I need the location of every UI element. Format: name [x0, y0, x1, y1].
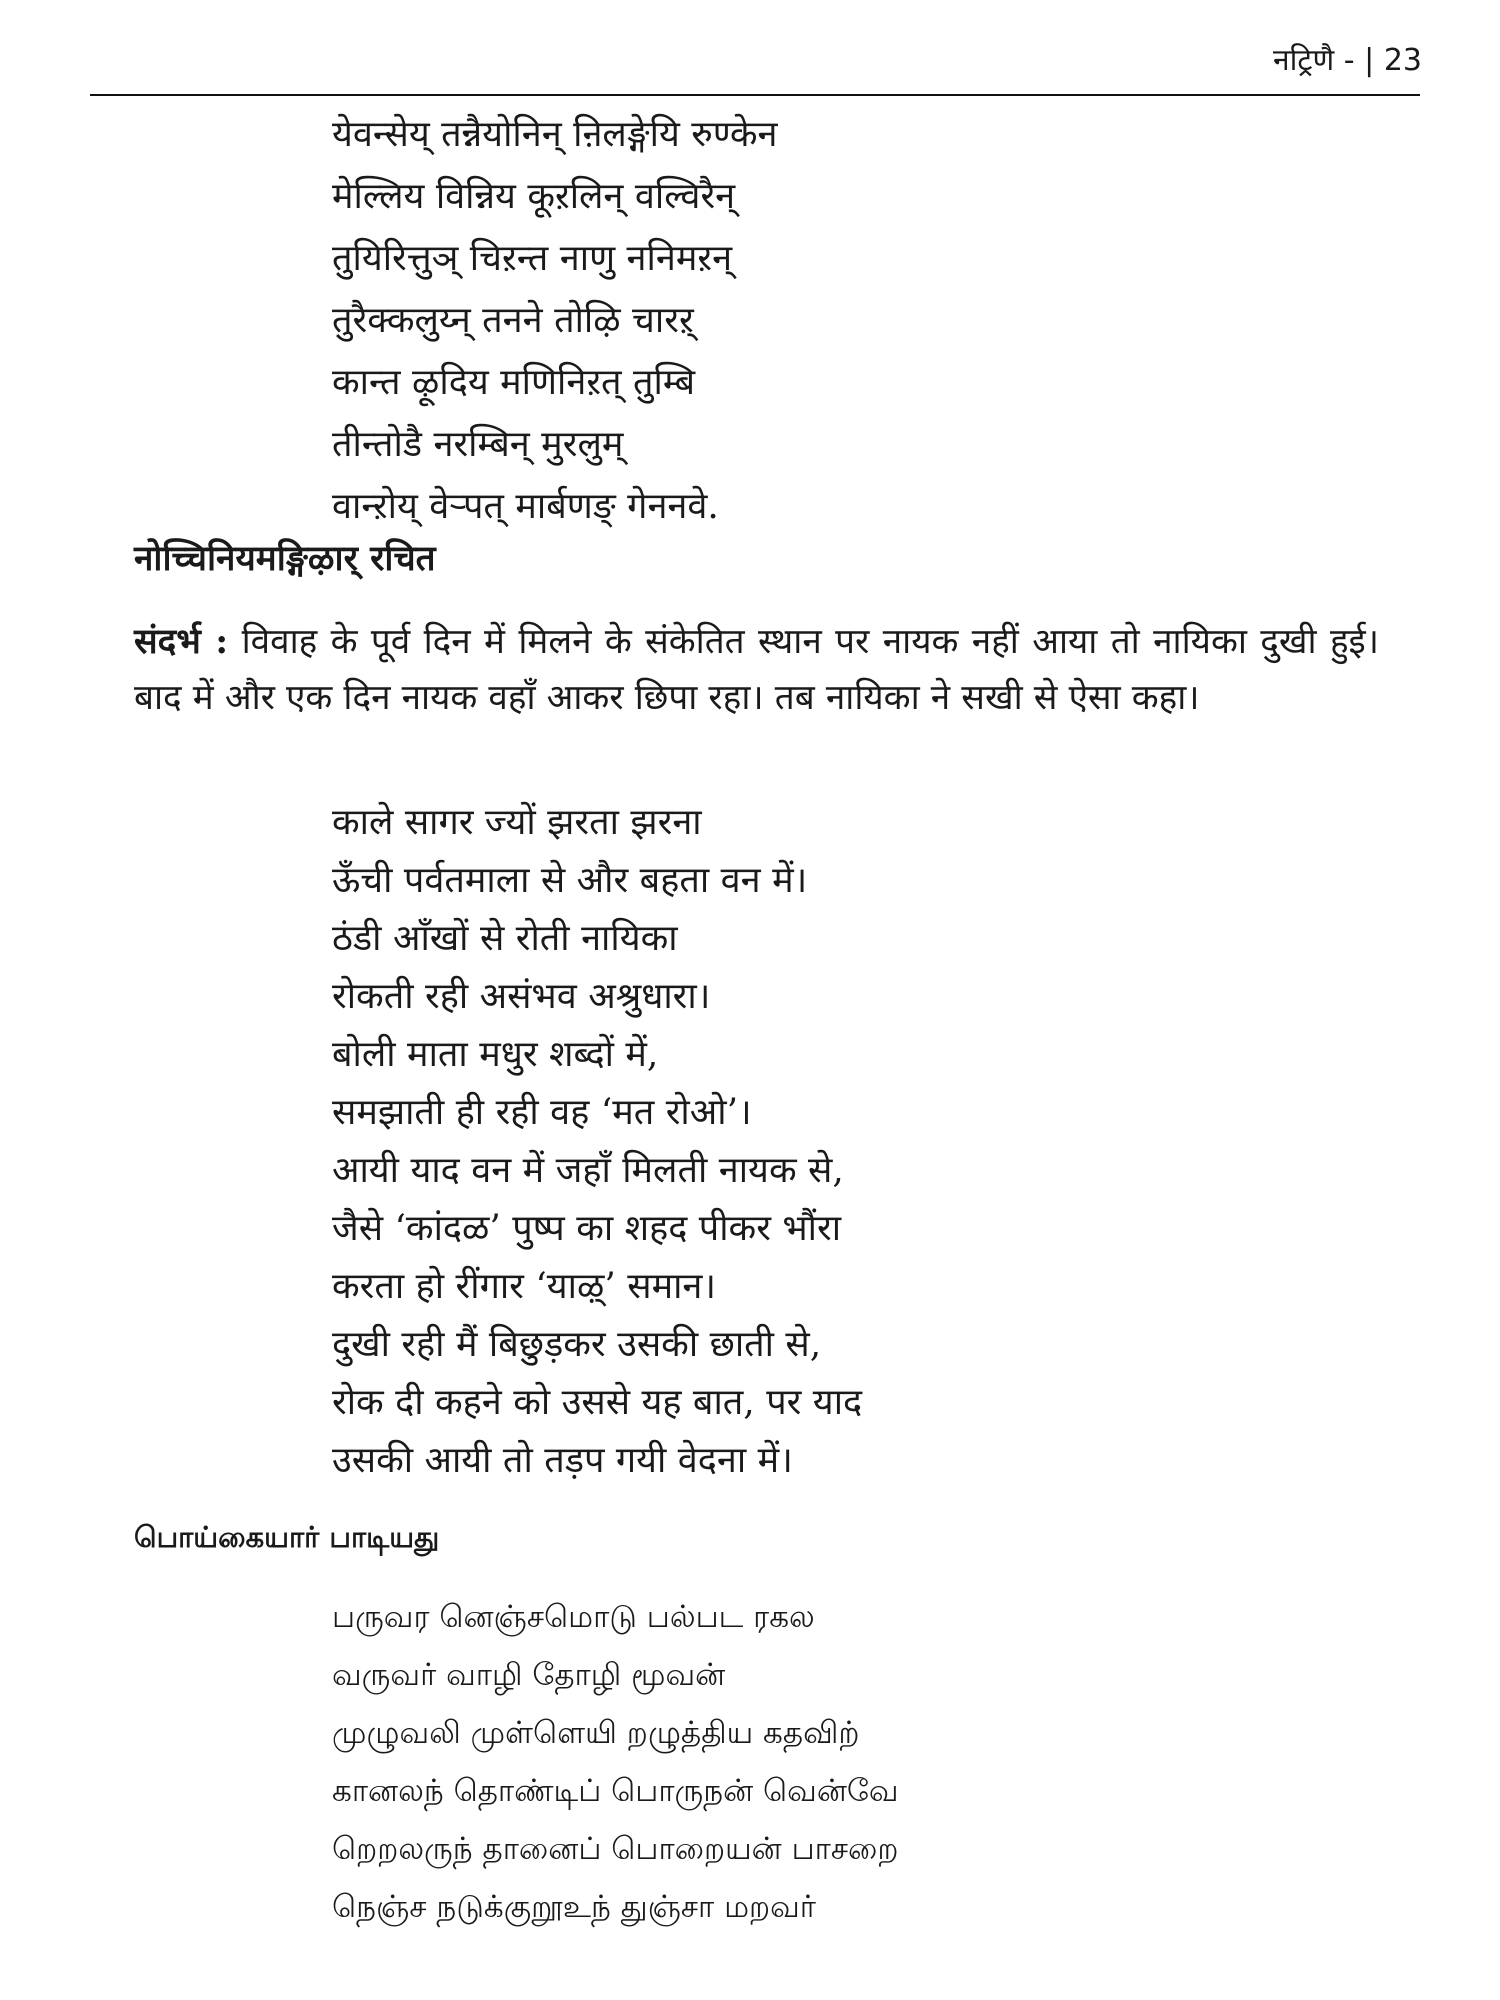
- verse-line: मेल्लिय विन्निय कूऱलिन् वल्विरैन्: [332, 176, 736, 217]
- verse-line: उसकी आयी तो तड़प गयी वेदना में।: [332, 1440, 793, 1481]
- verse-line: जैसे ‘कांदळ’ पुष्प का शहद पीकर भौंरा: [332, 1208, 842, 1249]
- poet-heading: नोच्चिनियमङ्गिऴार् रचित: [134, 538, 436, 579]
- running-title: नट्रिणै -: [1273, 43, 1355, 78]
- verse-line: றெறலருந் தானைப் பொறையன் பாசறை: [332, 1831, 899, 1867]
- context-label: संदर्भ :: [134, 621, 229, 662]
- page-number: 23: [1383, 43, 1422, 78]
- header-separator: |: [1364, 43, 1375, 78]
- verse-line: आयी याद वन में जहाँ मिलती नायक से,: [332, 1150, 844, 1191]
- context-text: विवाह के पूर्व दिन में मिलने के संकेतित स्थान पर नायक नहीं आया तो नायिका दुखी हुई। बाद में और एक दिन नायक वहाँ आकर छिपा रहा। तब नायिका ने सखी से ऐसा कहा।: [134, 622, 1379, 718]
- verse-line: तुयिरित्तुञ् चिऱन्त नाणु ननिमऱन्: [332, 238, 733, 279]
- verse-line: वान्ऱोय् वेऱ्पत् मार्बणङ् गेननवे.: [332, 486, 719, 527]
- verse-line: समझाती ही रही वह ‘मत रोओ’।: [332, 1092, 752, 1133]
- verse-line: काले सागर ज्यों झरता झरना: [332, 802, 702, 843]
- verse-line: रोकती रही असंभव अश्रुधारा।: [332, 976, 711, 1017]
- verse-line: बोली माता मधुर शब्दों में,: [332, 1034, 659, 1075]
- verse-line: तुरैक्कलुय्न् तनने तोऴि चारऱ्: [332, 300, 694, 341]
- verse-line: तीन्तोडै नरम्बिन् मुरलुम्: [332, 424, 624, 465]
- tamil-poet-heading: பொய்கையார் பாடியது: [134, 1520, 440, 1554]
- verse-line: முழுவலி முள்ளெயி றழுத்திய கதவிற்: [332, 1715, 860, 1751]
- verse-line: रोक दी कहने को उससे यह बात, पर याद: [332, 1382, 863, 1423]
- tamil-verse-devanagari: [332, 104, 778, 538]
- verse-line: கானலந் தொண்டிப் பொருநன் வென்வே: [332, 1773, 899, 1809]
- verse-line: நெஞ்ச நடுக்குறூஉந் துஞ்சா மறவர்: [332, 1889, 816, 1925]
- header-rule: [90, 94, 1420, 96]
- tamil-verse: [332, 1588, 899, 1936]
- running-header: [1273, 38, 1422, 79]
- verse-line: பருவர னெஞ்சமொடு பல்பட ரகல: [332, 1599, 815, 1635]
- context-paragraph: [134, 614, 1379, 726]
- verse-line: வருவர் வாழி தோழி மூவன்: [332, 1657, 726, 1693]
- verse-line: येवन्सेय् तन्नैयोनिन् ऩिलङ्गेयि रुण्केन: [332, 114, 778, 155]
- verse-line: दुखी रही मैं बिछुड़कर उसकी छाती से,: [332, 1324, 822, 1365]
- hindi-translation-verse: [332, 794, 862, 1490]
- verse-line: ऊँची पर्वतमाला से और बहता वन में।: [332, 860, 808, 901]
- verse-line: ठंडी आँखों से रोती नायिका: [332, 918, 678, 959]
- verse-line: कान्त ऴूदिय मणिनिऱत् तुम्बि: [332, 362, 696, 403]
- verse-line: करता हो रींगार ‘याऴ्’ समान।: [332, 1266, 717, 1307]
